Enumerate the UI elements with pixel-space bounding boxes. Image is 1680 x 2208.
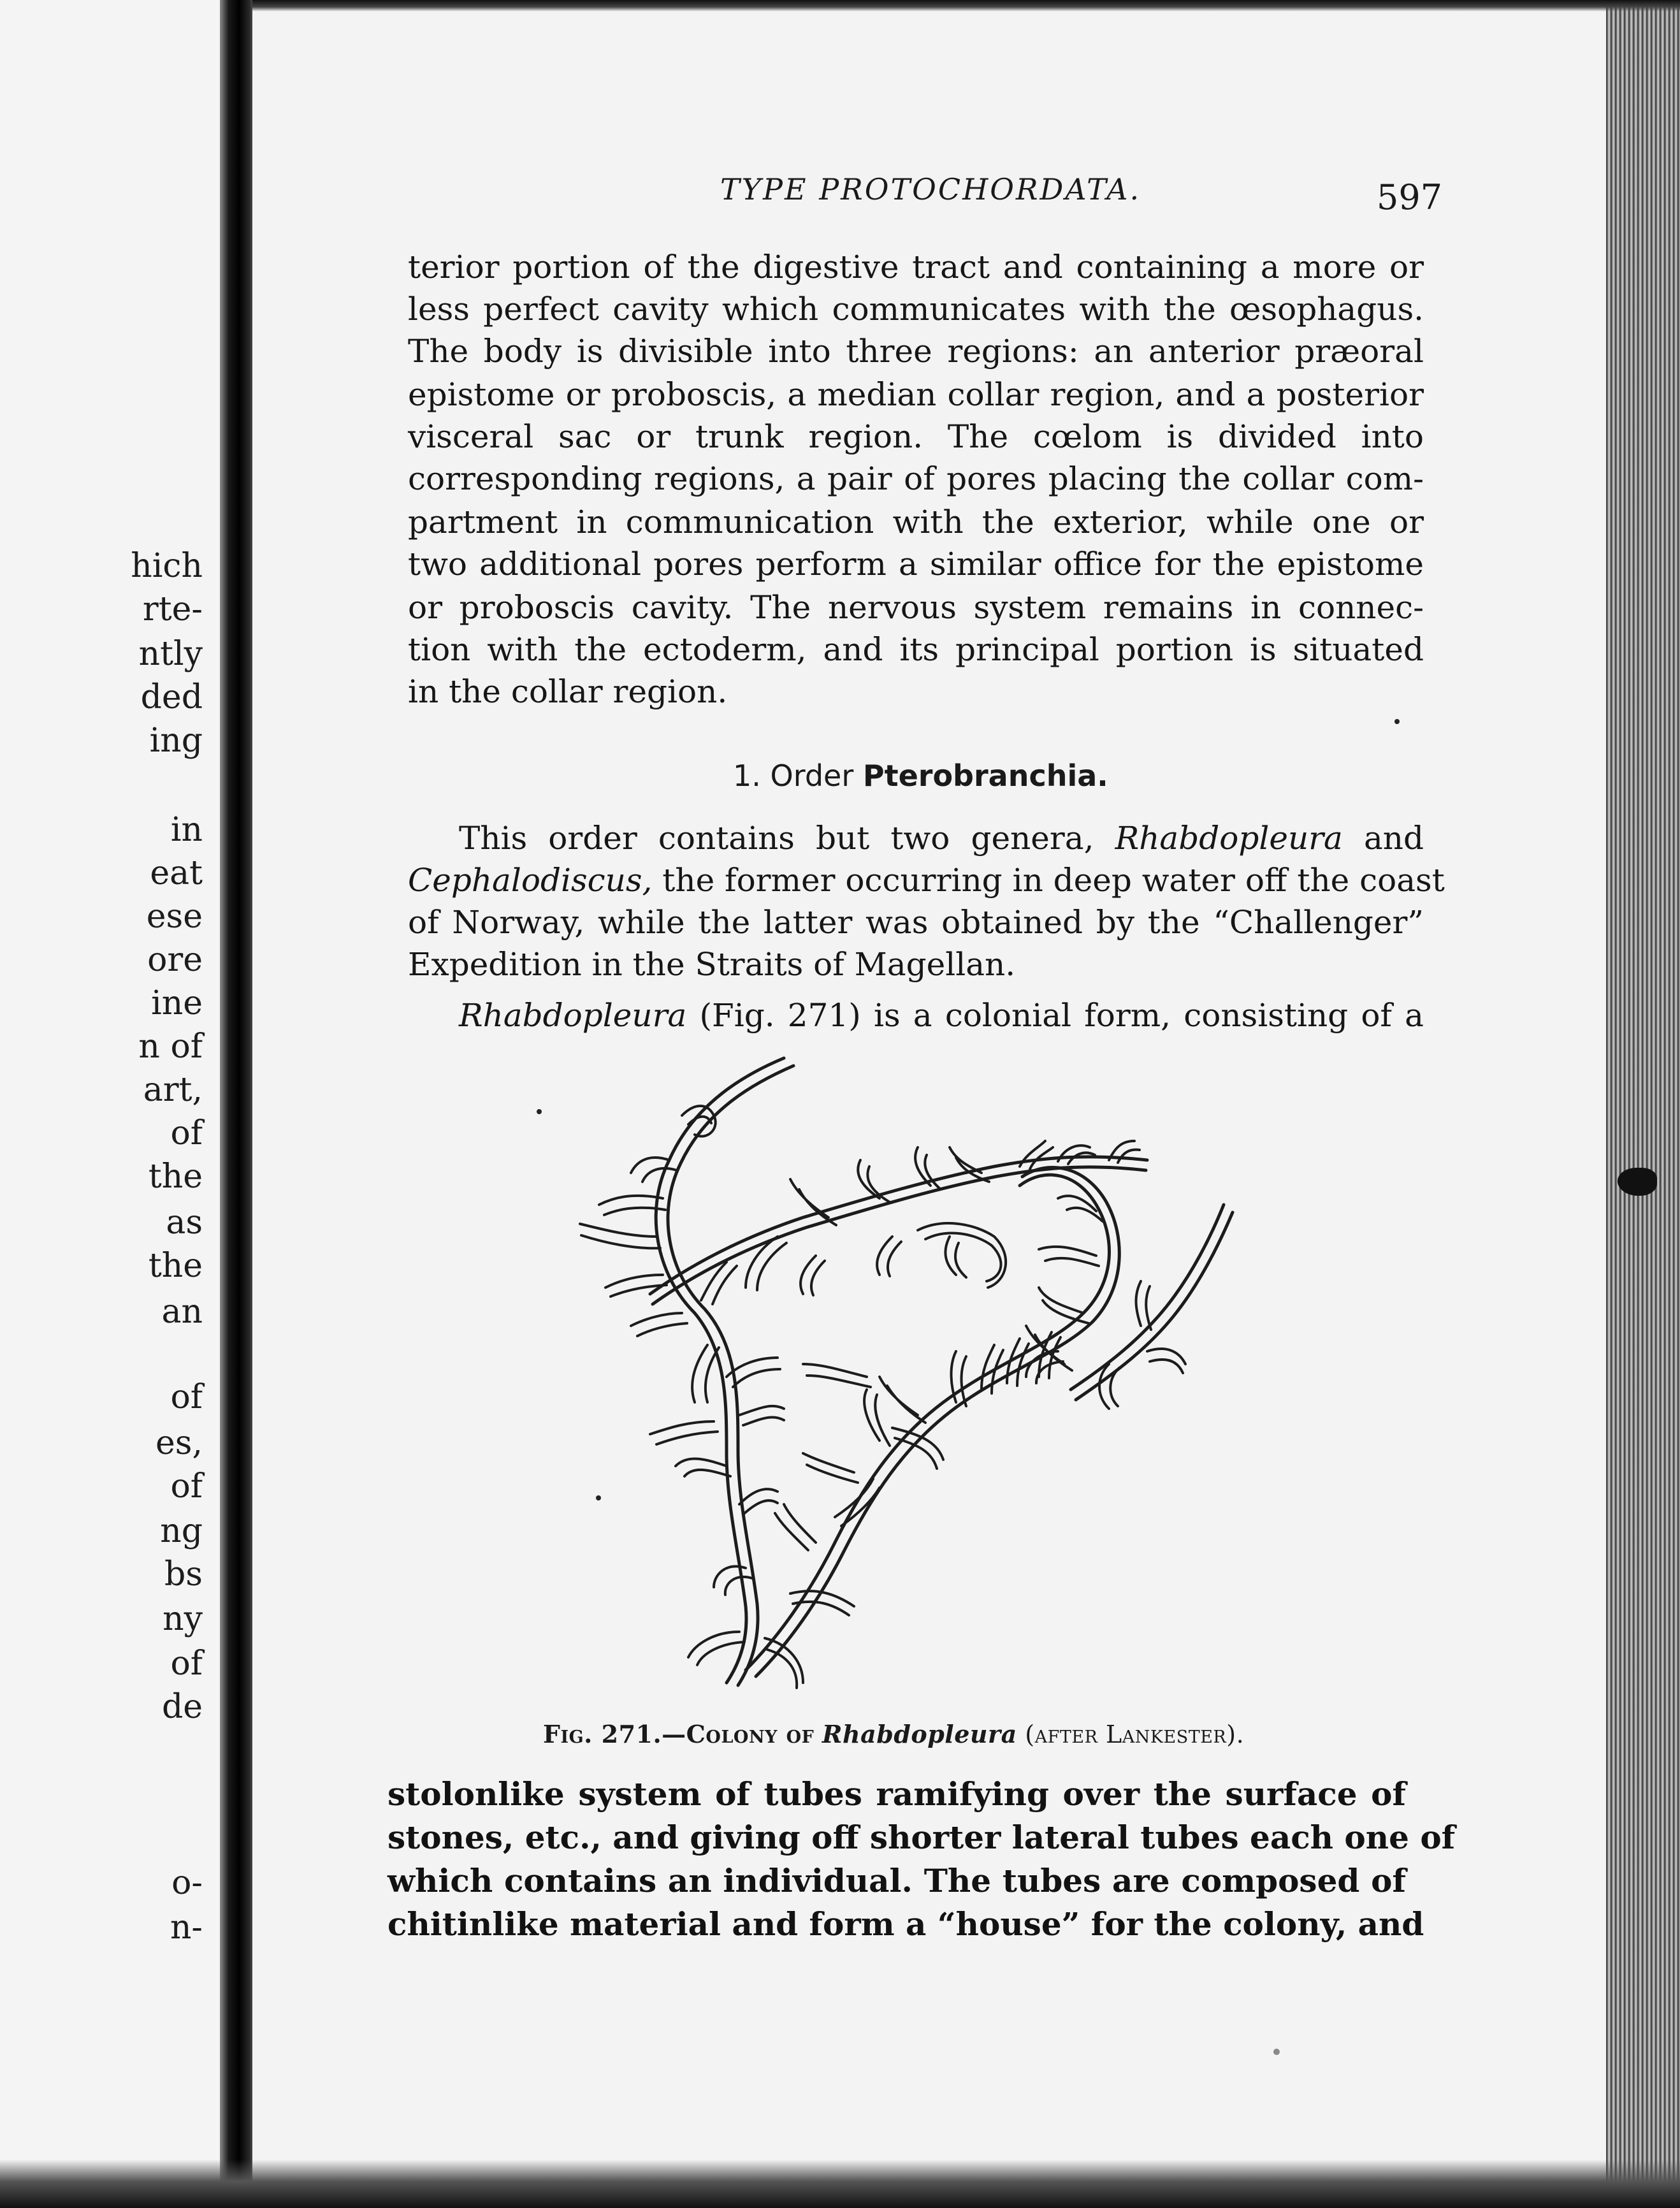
left-fragment: es, <box>156 1424 203 1462</box>
left-fragment: o- <box>171 1864 203 1902</box>
left-fragment: ine <box>151 984 203 1022</box>
text-line <box>408 859 1445 901</box>
text-line: visceral sac or trunk region. The cœlom is divided into <box>408 418 1424 455</box>
ink-speck <box>537 1109 542 1114</box>
rhabdopleura-colony-illustration <box>535 1045 1262 1708</box>
edge-mark <box>1618 1168 1657 1196</box>
left-fragment: ntly <box>138 635 203 673</box>
text-line: less perfect cavity which communicates with the œsophagus. <box>408 291 1424 328</box>
text-line: partment in communication with the exterior, while one or <box>408 504 1424 541</box>
text-line: corresponding regions, a pair of pores placing the collar com- <box>408 460 1424 497</box>
text-line: terior portion of the digestive tract and containing a more or <box>408 249 1424 286</box>
section-heading <box>733 759 1108 793</box>
ink-speck <box>1394 719 1400 724</box>
text-line: stones, etc., and giving off shorter lateral tubes each one of <box>387 1819 1456 1856</box>
text-line: two additional pores perform a similar office for the epistome <box>408 546 1424 583</box>
left-fragment: the <box>148 1247 203 1285</box>
genus-name: Cephalodiscus, <box>408 862 653 899</box>
left-fragment: rte- <box>142 590 203 628</box>
ink-speck <box>1273 2049 1280 2055</box>
left-fragment: ded <box>140 678 203 716</box>
genus-name: Rhabdopleura <box>1115 820 1343 857</box>
text-line: tion with the ectoderm, and its principal portion is situated <box>408 631 1424 668</box>
left-fragment: ng <box>160 1512 203 1550</box>
left-fragment: in <box>170 811 203 849</box>
left-fragment: ny <box>163 1600 203 1638</box>
left-fragment: of <box>170 1467 203 1506</box>
text-line: epistome or proboscis, a median collar region, and a posterior <box>408 376 1424 413</box>
left-fragment: ore <box>147 941 203 979</box>
page-edges <box>1606 0 1680 2208</box>
page-number: 597 <box>1377 177 1443 217</box>
text-line: The body is divisible into three regions: an anterior præoral <box>408 333 1424 370</box>
caption-suffix: (after Lankester). <box>1025 1720 1245 1748</box>
book-gutter <box>220 0 255 2208</box>
text-run: This order contains but two genera, <box>459 820 1094 857</box>
left-fragment: de <box>161 1688 203 1726</box>
left-fragment: n of <box>138 1028 203 1066</box>
left-fragment: hich <box>131 547 203 585</box>
running-head: TYPE PROTOCHORDATA. <box>720 172 1141 207</box>
left-fragment: ing <box>149 722 203 760</box>
text-line: Expedition in the Straits of Magellan. <box>408 946 1016 983</box>
text-run: (Fig. 271) is a colonial form, consisting of a <box>699 997 1424 1034</box>
text-line <box>459 817 1424 859</box>
left-fragment: of <box>170 1114 203 1152</box>
caption-genus: Rhabdopleura <box>822 1720 1017 1748</box>
left-fragment: art, <box>143 1071 203 1109</box>
left-fragment: the <box>148 1158 203 1196</box>
left-fragment: eat <box>150 854 203 892</box>
ink-speck <box>596 1495 601 1500</box>
text-run: and <box>1363 820 1424 857</box>
top-edge-shadow <box>252 0 1680 11</box>
text-line: stolonlike system of tubes ramifying over the surface of <box>387 1775 1406 1813</box>
left-fragment: bs <box>164 1555 203 1594</box>
left-fragment: an <box>161 1293 203 1331</box>
bottom-edge-shadow <box>0 2160 1680 2208</box>
text-run: the former occurring in deep water off the coast <box>662 862 1445 899</box>
text-line: which contains an individual. The tubes are composed of <box>387 1862 1406 1899</box>
left-fragment: ese <box>146 897 203 936</box>
caption-prefix: Fig. 271.—Colony of <box>543 1720 815 1748</box>
section-name: Pterobranchia. <box>862 759 1108 793</box>
text-line <box>459 994 1424 1036</box>
figure-caption <box>543 1720 1244 1748</box>
genus-name: Rhabdopleura <box>459 997 687 1034</box>
left-fragment: of <box>170 1378 203 1416</box>
text-line: chitinlike material and form a “house” for the colony, and <box>387 1905 1424 1943</box>
left-fragment: as <box>166 1203 203 1242</box>
text-line: in the collar region. <box>408 673 728 710</box>
left-fragment: of <box>170 1645 203 1683</box>
section-number: 1. Order <box>733 759 854 793</box>
text-line: of Norway, while the latter was obtained by the “Challenger” <box>408 904 1424 941</box>
text-line: or proboscis cavity. The nervous system remains in connec- <box>408 589 1424 626</box>
left-fragment: n- <box>170 1908 203 1947</box>
